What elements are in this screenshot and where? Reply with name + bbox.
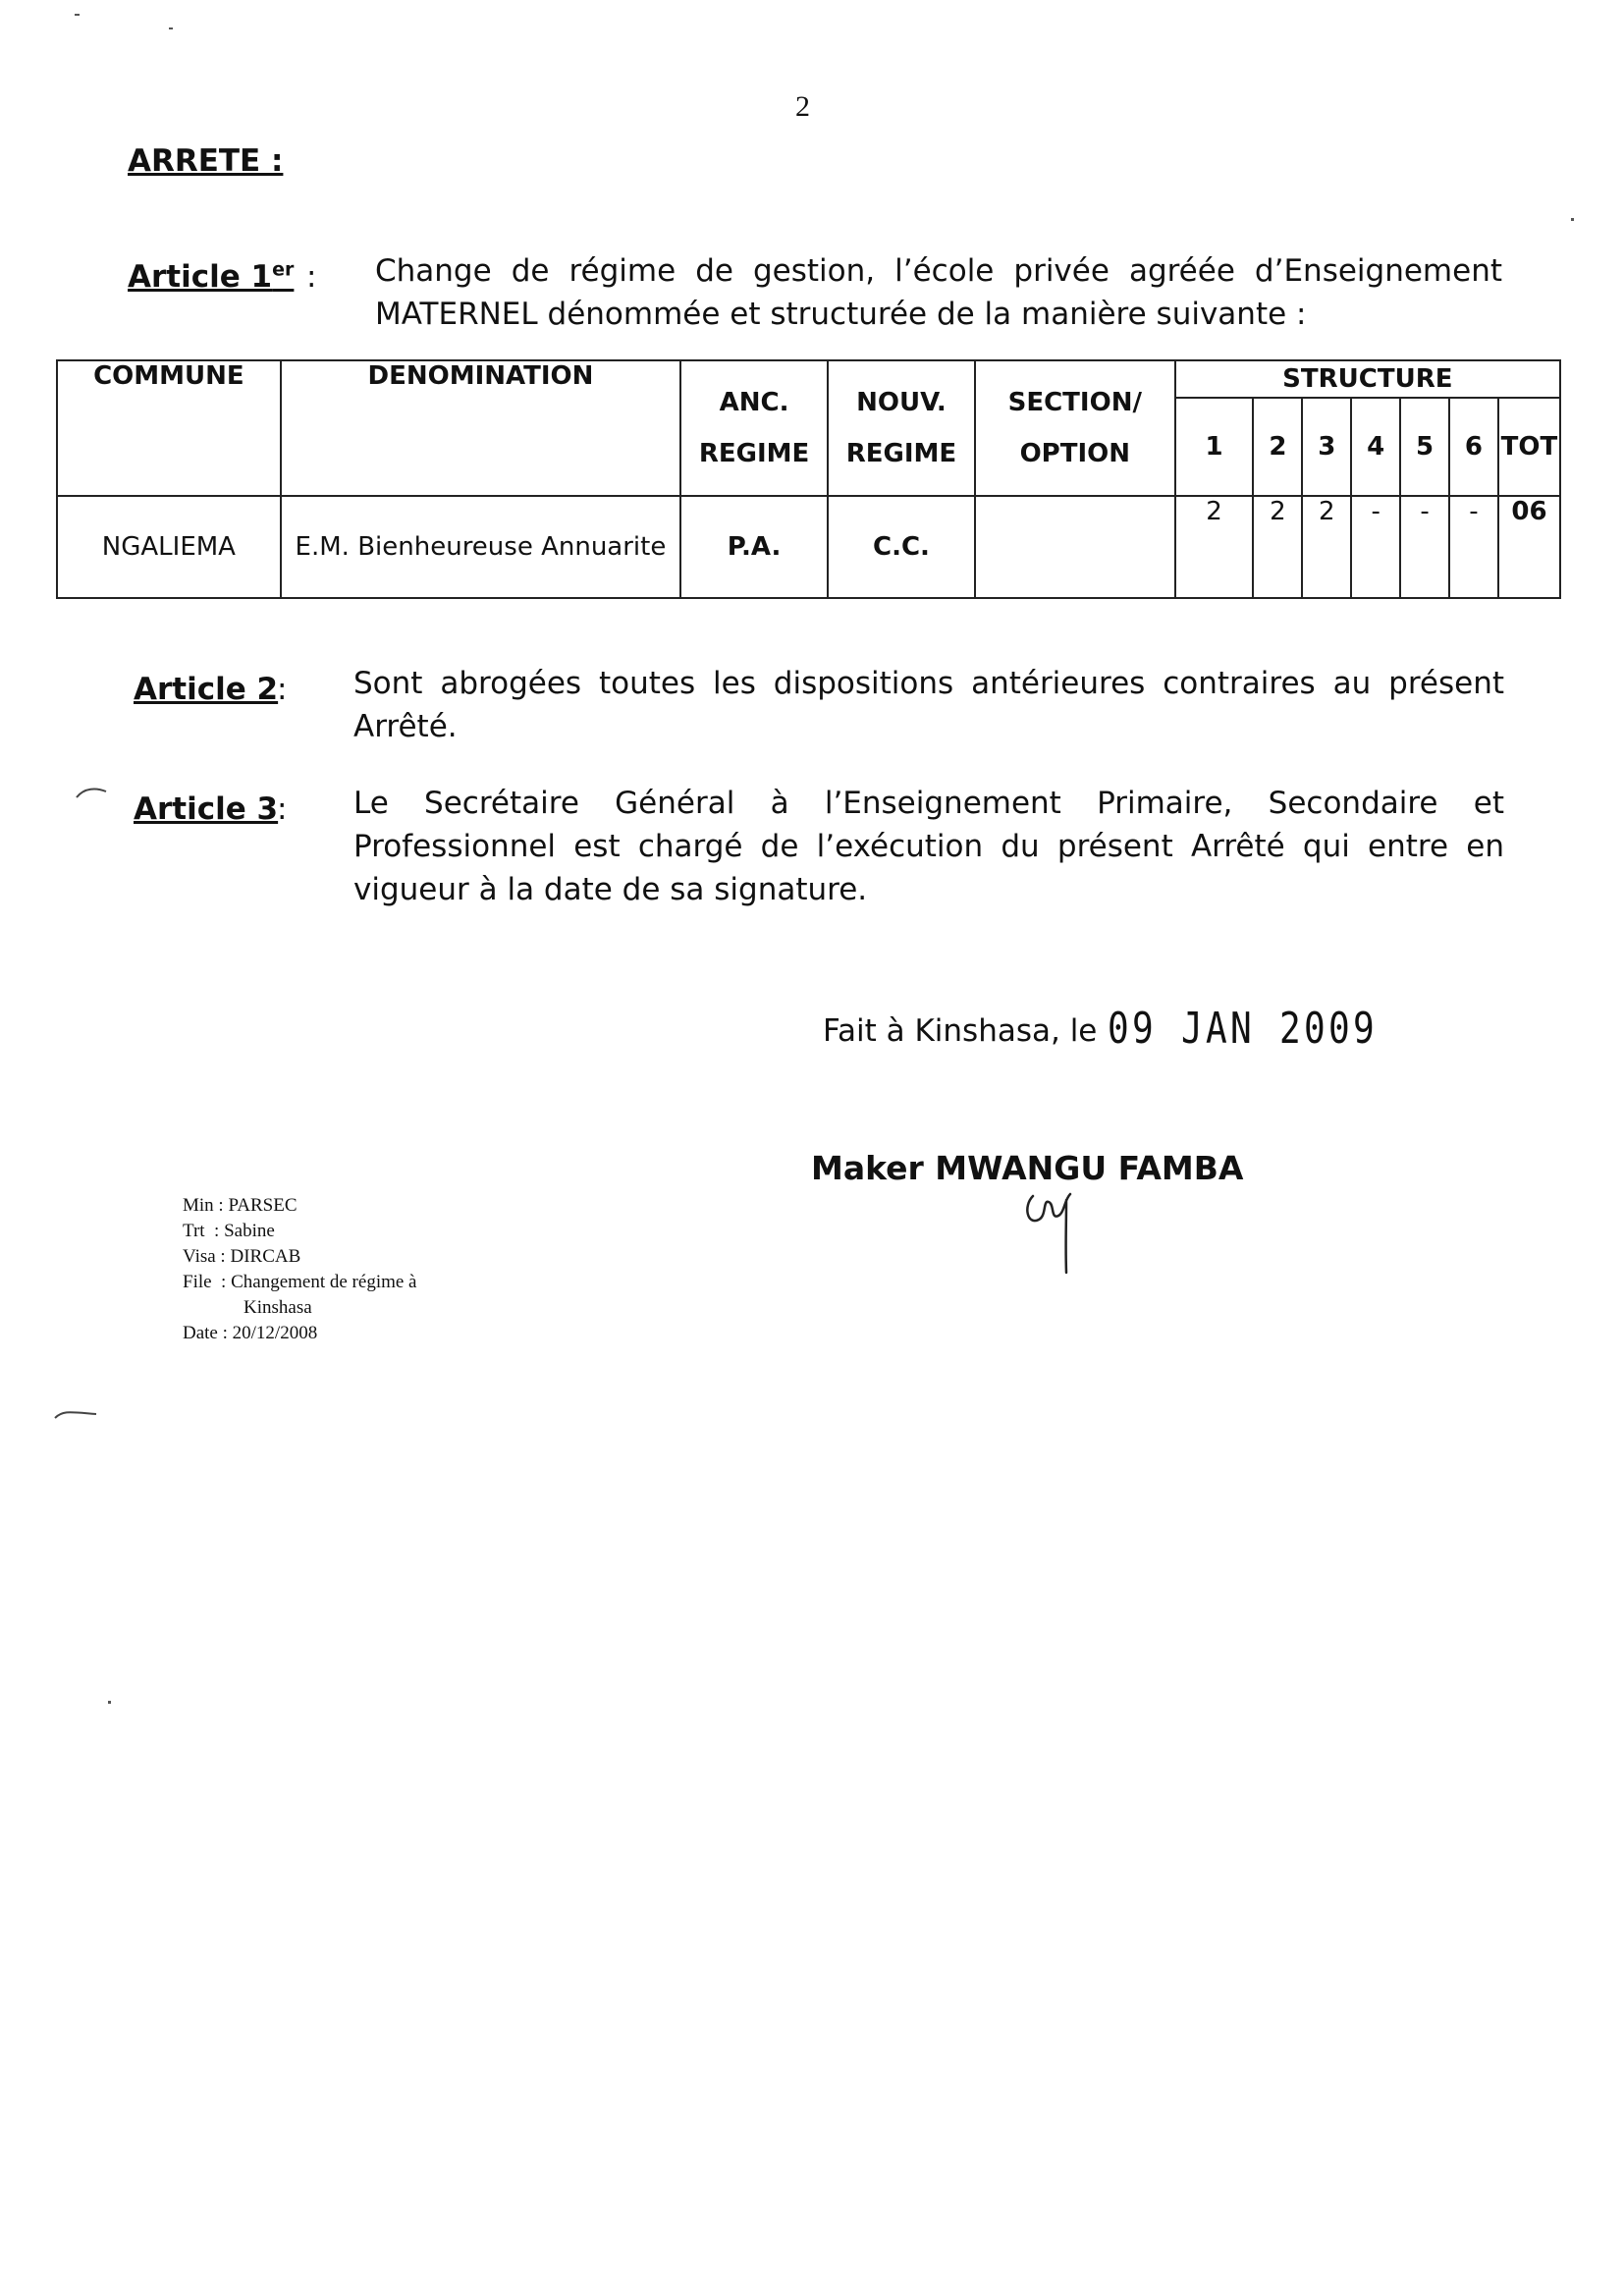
scan-speck <box>169 27 173 29</box>
header-commune: COMMUNE <box>57 360 281 496</box>
header-nouv-regime: NOUV. REGIME <box>828 360 975 496</box>
place-and-date-label: Fait à Kinshasa, le <box>823 1013 1098 1049</box>
header-level-4: 4 <box>1351 398 1400 496</box>
header-level-3: 3 <box>1302 398 1351 496</box>
header-structure: STRUCTURE <box>1175 360 1560 398</box>
cell-level-3: 2 <box>1302 496 1351 598</box>
date-stamp: 09 JAN 2009 <box>1108 1004 1379 1054</box>
scan-speck <box>1571 218 1574 221</box>
cell-nouv-regime: C.C. <box>828 496 975 598</box>
header-level-2: 2 <box>1253 398 1302 496</box>
article-1-text: Change de régime de gestion, l’école privée agréée d’Enseignement MATERNEL dénommée et structurée de la manière suivante : <box>375 253 1502 332</box>
header-section-option: SECTION/ OPTION <box>975 360 1175 496</box>
cell-level-5: - <box>1400 496 1449 598</box>
header-total: TOT <box>1498 398 1560 496</box>
article-3-text: Le Secrétaire Général à l’Enseignement Primaire, Secondaire et Professionnel est chargé de l’exécution du présent Arrêté qui entre en vigueur à la date de sa signature. <box>353 786 1504 907</box>
article-3-colon: : <box>277 791 288 827</box>
cell-total: 06 <box>1498 496 1560 598</box>
memo-file: File : Changement de régime à <box>183 1272 417 1292</box>
page-heading: ARRETE : <box>128 143 284 179</box>
cell-anc-regime: P.A. <box>680 496 828 598</box>
cell-section-option <box>975 496 1175 598</box>
cell-commune: NGALIEMA <box>57 496 281 598</box>
scan-speck <box>108 1701 111 1704</box>
article-1-label: Article 1er <box>128 259 295 296</box>
memo-trt: Trt : Sabine <box>183 1221 275 1241</box>
routing-memo <box>183 1193 417 1346</box>
scan-speck <box>75 14 80 16</box>
article-1-colon: : <box>306 259 317 295</box>
header-anc-regime: ANC. REGIME <box>680 360 828 496</box>
cell-level-4: - <box>1351 496 1400 598</box>
memo-date: Date : 20/12/2008 <box>183 1323 318 1343</box>
school-structure-table <box>56 359 1561 599</box>
header-level-5: 5 <box>1400 398 1449 496</box>
margin-mark <box>51 1406 100 1422</box>
header-level-6: 6 <box>1449 398 1498 496</box>
signatory-name: Maker MWANGU FAMBA <box>811 1149 1244 1187</box>
memo-file-continued: Kinshasa <box>244 1297 312 1318</box>
article-2-text: Sont abrogées toutes les dispositions antérieures contraires au présent Arrêté. <box>353 666 1504 744</box>
margin-mark <box>75 786 110 801</box>
header-level-1: 1 <box>1175 398 1254 496</box>
handwritten-signature <box>1021 1186 1080 1281</box>
memo-visa: Visa : DIRCAB <box>183 1246 301 1267</box>
cell-level-2: 2 <box>1253 496 1302 598</box>
article-3-label: Article 3 <box>134 791 279 827</box>
article-2-label: Article 2 <box>134 672 279 707</box>
cell-level-6: - <box>1449 496 1498 598</box>
article-2-colon: : <box>277 672 288 707</box>
memo-min: Min : PARSEC <box>183 1195 298 1216</box>
table-row <box>57 496 1560 598</box>
page-number: 2 <box>795 90 810 123</box>
cell-denomination: E.M. Bienheureuse Annuarite <box>281 496 680 598</box>
cell-level-1: 2 <box>1175 496 1254 598</box>
header-denomination: DENOMINATION <box>281 360 680 496</box>
